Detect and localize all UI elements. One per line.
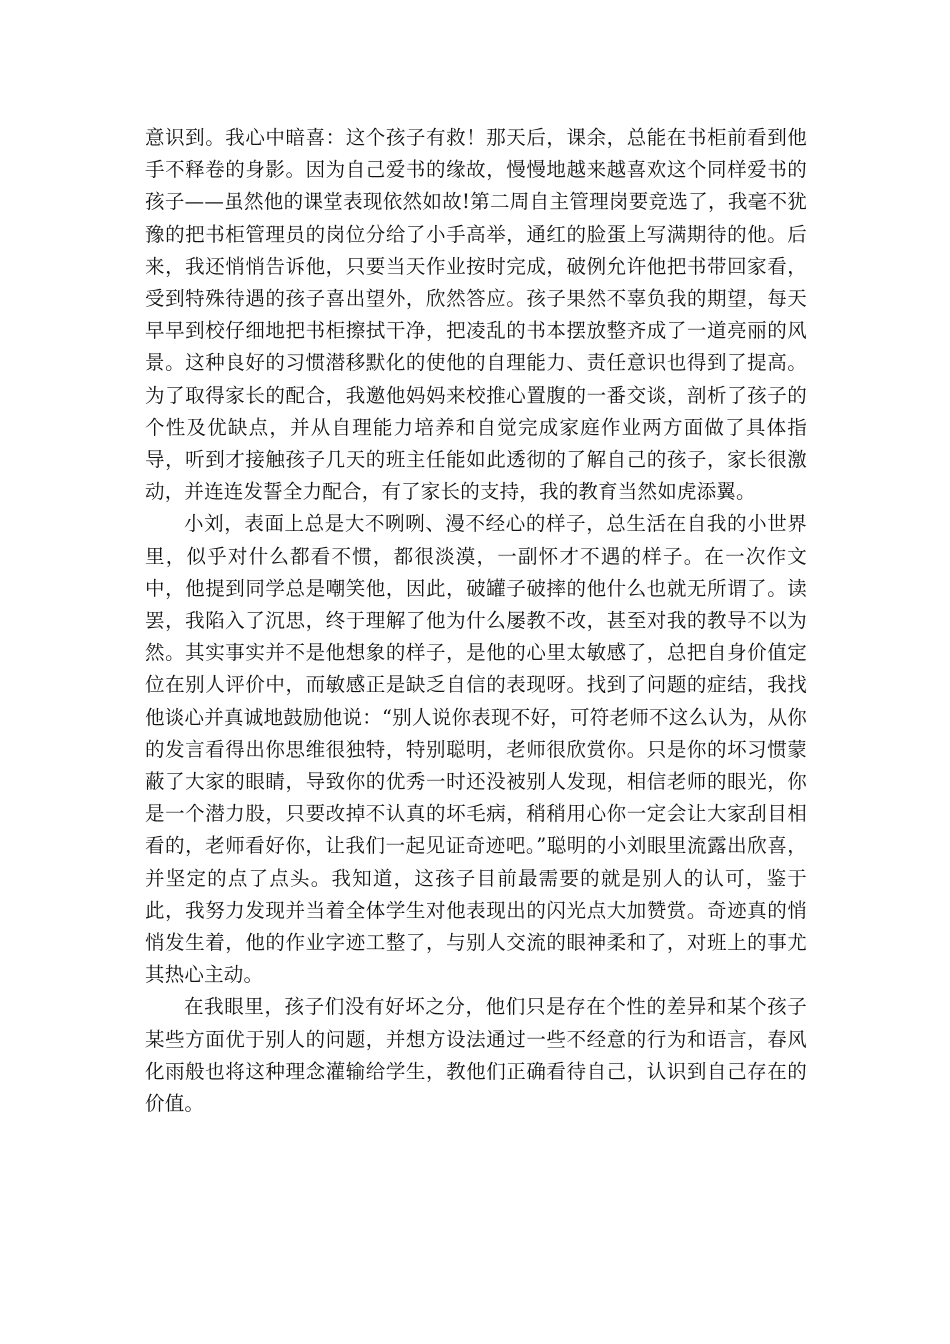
paragraph-2: 小刘，表面上总是大不咧咧、漫不经心的样子，总生活在自我的小世界里，似乎对什么都看不惯，都很淡漠，一副怀才不遇的样子。在一次作文中，他提到同学总是嘲笑他，因此，破罐子破摔的他什么也就无所谓了。读罢，我陷入了沉思，终于理解了他为什么屡教不改，甚至对我的教导不以为然。其实事实并不是他想象的样子，是他的心里太敏感了，总把自身价值定位在别人评价中，而敏感正是缺乏自信的表现呀。找到了问题的症结，我找他谈心并真诚地鼓励他说：“别人说你表现不好，可符老师不这么认为，从你的发言看得出你思维很独特，特别聪明，老师很欣赏你。只是你的坏习惯蒙蔽了大家的眼睛，导致你的优秀一时还没被别人发现，相信老师的眼光，你是一个潜力股，只要改掉不认真的坏毛病，稍稍用心你一定会让大家刮目相看的，老师看好你，让我们一起见证奇迹吧。”聪明的小刘眼里流露出欣喜，并坚定的点了点头。我知道，这孩子目前最需要的就是别人的认可，鉴于此，我努力发现并当着全体学生对他表现出的闪光点大加赞赏。奇迹真的悄悄发生着，他的作业字迹工整了，与别人交流的眼神柔和了，对班上的事尤其热心主动。 (145, 512, 807, 987)
document-body (145, 122, 807, 1120)
paragraph-1: 意识到。我心中暗喜：这个孩子有救！那天后，课余，总能在书柜前看到他手不释卷的身影。因为自己爱书的缘故，慢慢地越来越喜欢这个同样爱书的孩子——虽然他的课堂表现依然如故!第二周自主管理岗要竞选了，我毫不犹豫的把书柜管理员的岗位分给了小手高举，通红的脸蛋上写满期待的他。后来，我还悄悄告诉他，只要当天作业按时完成，破例允许他把书带回家看，受到特殊待遇的孩子喜出望外，欣然答应。孩子果然不辜负我的期望，每天早早到校仔细地把书柜擦拭干净，把凌乱的书本摆放整齐成了一道亮丽的风景。这种良好的习惯潜移默化的使他的自理能力、责任意识也得到了提高。为了取得家长的配合，我邀他妈妈来校推心置腹的一番交谈，剖析了孩子的个性及优缺点，并从自理能力培养和自觉完成家庭作业两方面做了具体指导，听到才接触孩子几天的班主任能如此透彻的了解自己的孩子，家长很激动，并连连发誓全力配合，有了家长的支持，我的教育当然如虎添翼。 (145, 126, 807, 504)
paragraph-3: 在我眼里，孩子们没有好坏之分，他们只是存在个性的差异和某个孩子某些方面优于别人的问题，并想方设法通过一些不经意的行为和语言，春风化雨般也将这种理念灌输给学生，教他们正确看待自己，认识到自己存在的价值。 (145, 995, 807, 1116)
